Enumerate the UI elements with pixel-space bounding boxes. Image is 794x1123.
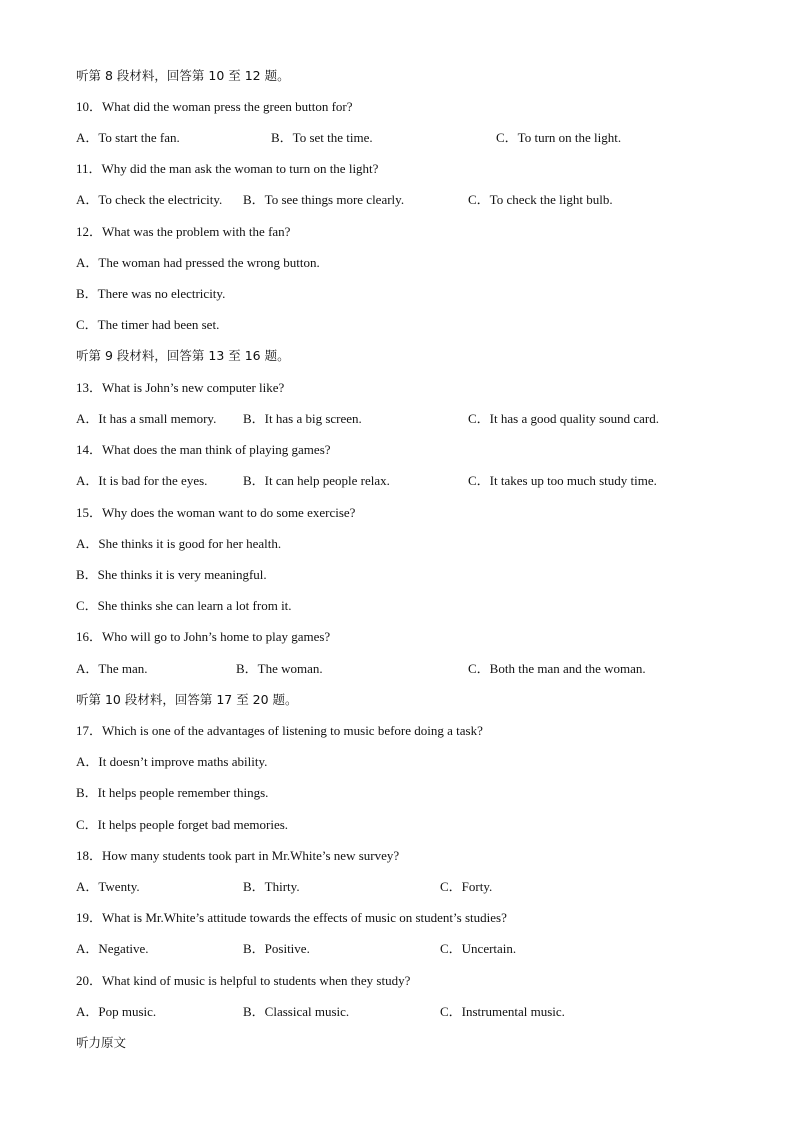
- section-header: 听第 10 段材料，回答第 17 至 20 题。: [76, 692, 298, 707]
- option-c: C．Forty.: [440, 879, 493, 894]
- question-11: 11．Why did the man ask the woman to turn on the light?: [76, 161, 379, 176]
- option-c: C．It helps people forget bad memories.: [76, 817, 289, 832]
- option-a: A．It is bad for the eyes.: [76, 473, 208, 488]
- option-a: A．The man.: [76, 661, 148, 676]
- option-c: C．Instrumental music.: [440, 1004, 565, 1019]
- option-b: B．To set the time.: [271, 130, 373, 145]
- option-a: A．Pop music.: [76, 1004, 157, 1019]
- option-c: C．The timer had been set.: [76, 317, 220, 332]
- question-13: 13．What is John’s new computer like?: [76, 380, 285, 395]
- question-12: 12．What was the problem with the fan?: [76, 224, 291, 239]
- question-16: 16．Who will go to John’s home to play games?: [76, 629, 331, 644]
- question-15: 15．Why does the woman want to do some exercise?: [76, 505, 356, 520]
- option-c: C．It takes up too much study time.: [468, 473, 657, 488]
- option-b: B．Thirty.: [243, 879, 300, 894]
- option-b: B．The woman.: [236, 661, 323, 676]
- option-a: A．Twenty.: [76, 879, 140, 894]
- question-18: 18．How many students took part in Mr.White’s new survey?: [76, 848, 400, 863]
- question-17: 17．Which is one of the advantages of listening to music before doing a task?: [76, 723, 483, 738]
- option-b: B．It has a big screen.: [243, 411, 362, 426]
- option-c: C．It has a good quality sound card.: [468, 411, 659, 426]
- section-header: 听第 8 段材料，回答第 10 至 12 题。: [76, 68, 290, 83]
- option-c: C．She thinks she can learn a lot from it.: [76, 598, 292, 613]
- question-14: 14．What does the man think of playing games?: [76, 442, 331, 457]
- option-b: B．To see things more clearly.: [243, 192, 405, 207]
- option-a: A．It doesn’t improve maths ability.: [76, 754, 268, 769]
- question-10: 10．What did the woman press the green button for?: [76, 99, 353, 114]
- option-c: C．To check the light bulb.: [468, 192, 613, 207]
- option-b: B．She thinks it is very meaningful.: [76, 567, 267, 582]
- section-header: 听第 9 段材料，回答第 13 至 16 题。: [76, 348, 290, 363]
- option-c: C．Both the man and the woman.: [468, 661, 646, 676]
- option-c: C．Uncertain.: [440, 941, 517, 956]
- option-b: B．It helps people remember things.: [76, 785, 269, 800]
- option-a: A．It has a small memory.: [76, 411, 217, 426]
- option-a: A．The woman had pressed the wrong button.: [76, 255, 320, 270]
- question-19: 19．What is Mr.White’s attitude towards the effects of music on student’s studies?: [76, 910, 507, 925]
- option-a: A．Negative.: [76, 941, 149, 956]
- option-b: B．There was no electricity.: [76, 286, 226, 301]
- option-b: B．Positive.: [243, 941, 310, 956]
- option-a: A．To start the fan.: [76, 130, 180, 145]
- transcript-heading: 听力原文: [76, 1035, 127, 1050]
- question-20: 20．What kind of music is helpful to students when they study?: [76, 973, 411, 988]
- option-a: A．She thinks it is good for her health.: [76, 536, 282, 551]
- option-b: B．Classical music.: [243, 1004, 350, 1019]
- option-a: A．To check the electricity.: [76, 192, 223, 207]
- option-b: B．It can help people relax.: [243, 473, 390, 488]
- option-c: C．To turn on the light.: [496, 130, 622, 145]
